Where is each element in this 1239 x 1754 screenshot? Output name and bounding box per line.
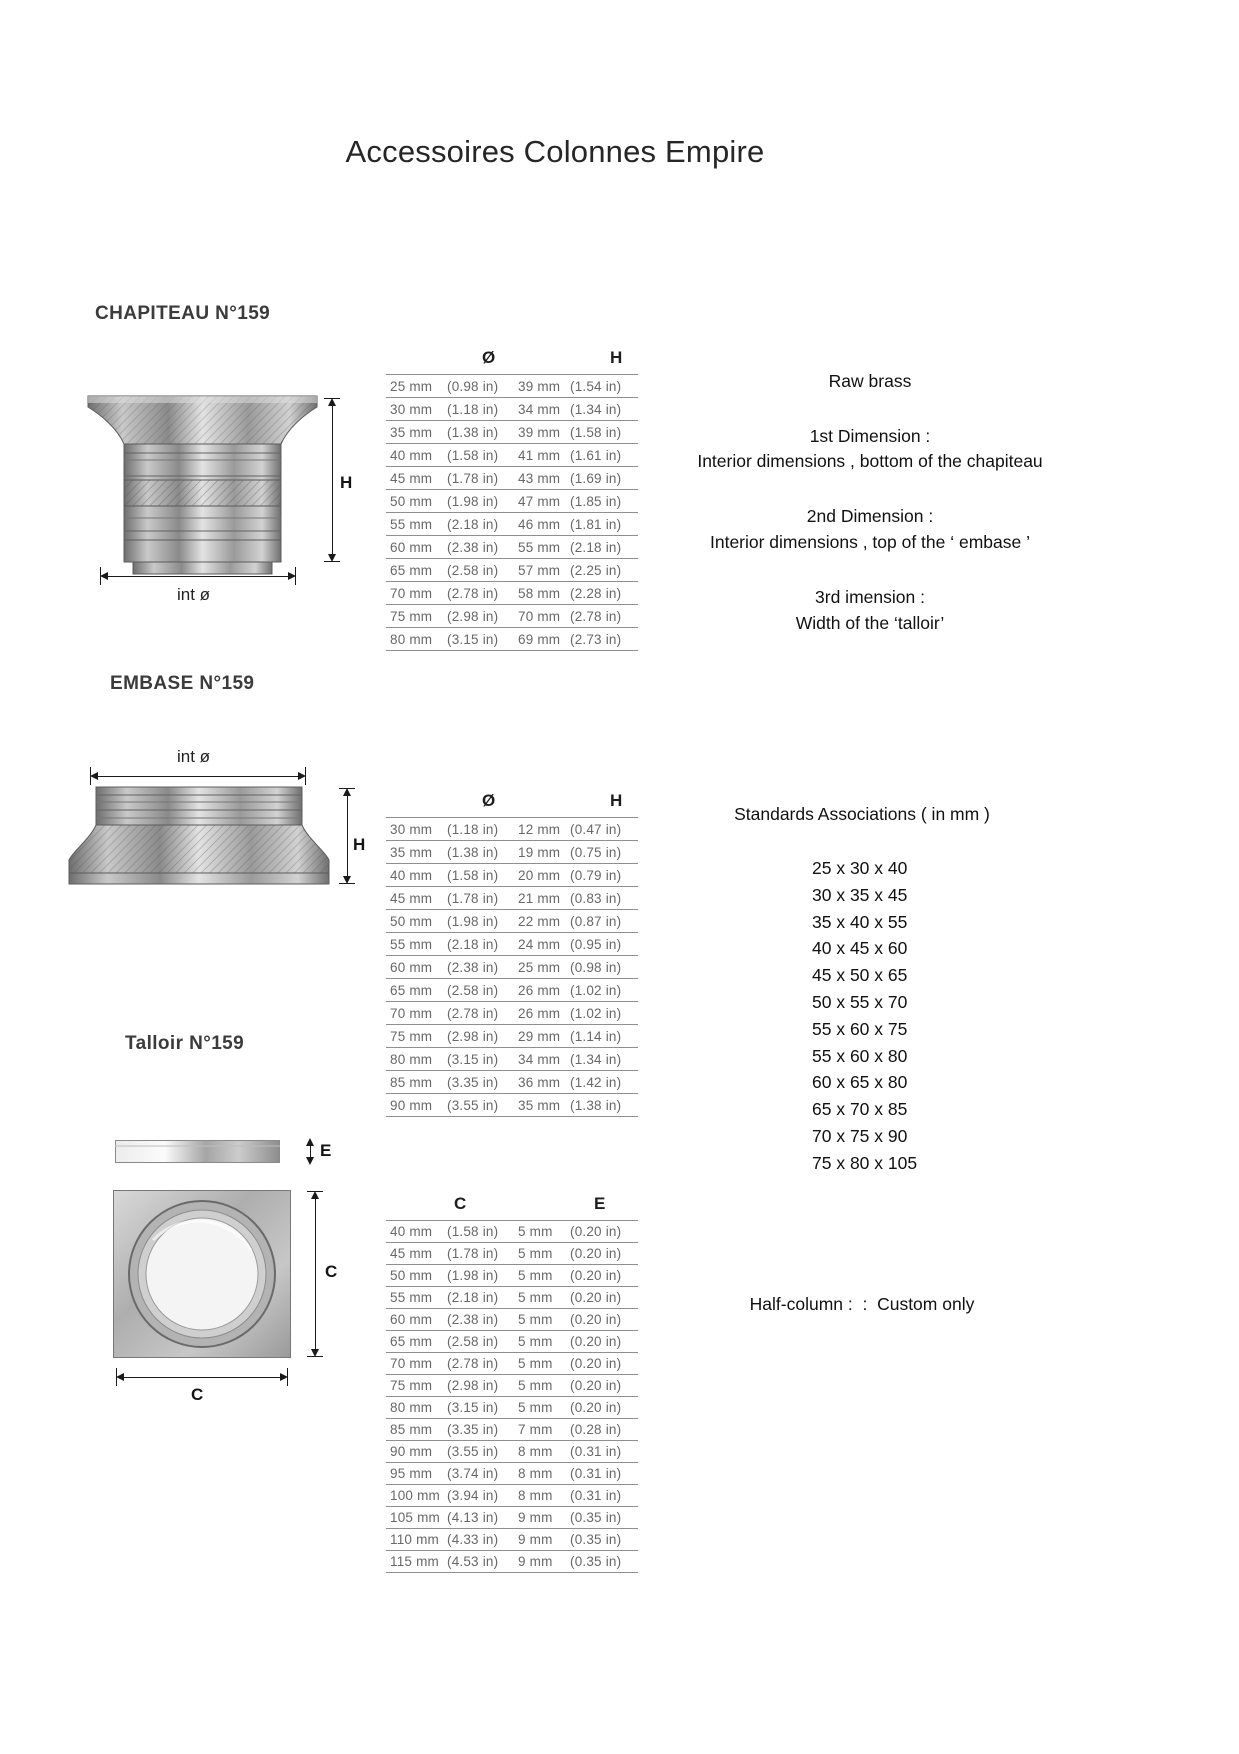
- table-cell: (0.35 in): [570, 1510, 622, 1525]
- table-row: [386, 375, 638, 398]
- table-cell: 46 mm: [518, 516, 561, 532]
- table-cell: (3.74 in): [447, 1466, 499, 1481]
- table-cell: (0.20 in): [570, 1378, 622, 1393]
- table-cell: 34 mm: [518, 1051, 561, 1067]
- table-cell: (2.38 in): [447, 539, 499, 555]
- table-cell: 65 mm: [390, 1334, 433, 1349]
- table-cell: (1.38 in): [447, 844, 499, 860]
- table-row: [386, 582, 638, 605]
- talloir-e-dimension-label: E: [320, 1141, 332, 1160]
- table-cell: (2.98 in): [447, 1028, 499, 1044]
- embase-table-header: [386, 791, 638, 817]
- table-cell: 25 mm: [518, 959, 561, 975]
- table-cell: (1.61 in): [570, 447, 622, 463]
- table-cell: (3.55 in): [447, 1444, 499, 1459]
- talloir-c-vertical-dimension-label: C: [325, 1262, 338, 1281]
- chapiteau-int-diameter-label: int ø: [177, 585, 211, 604]
- table-cell: 60 mm: [390, 959, 433, 975]
- standard-association-item: 30 x 35 x 45: [812, 884, 908, 905]
- table-row: [386, 956, 638, 979]
- table-cell: (1.58 in): [447, 867, 499, 883]
- standard-association-item: 65 x 70 x 85: [812, 1099, 908, 1120]
- table-cell: 55 mm: [390, 936, 433, 952]
- table-cell: 55 mm: [518, 539, 561, 555]
- column-header-diameter: Ø: [482, 348, 496, 367]
- table-cell: (1.18 in): [447, 821, 499, 837]
- table-cell: (1.69 in): [570, 470, 622, 486]
- table-cell: 35 mm: [518, 1097, 561, 1113]
- table-cell: 110 mm: [390, 1532, 439, 1547]
- table-cell: 5 mm: [518, 1224, 553, 1239]
- table-cell: (2.78 in): [447, 585, 499, 601]
- table-cell: 26 mm: [518, 1005, 561, 1021]
- table-cell: 60 mm: [390, 1312, 433, 1327]
- standard-association-item: 50 x 55 x 70: [812, 991, 908, 1012]
- table-cell: (1.18 in): [447, 401, 499, 417]
- table-cell: 5 mm: [518, 1400, 553, 1415]
- table-cell: (0.98 in): [570, 959, 622, 975]
- table-cell: (2.98 in): [447, 1378, 499, 1393]
- table-cell: (2.58 in): [447, 982, 499, 998]
- standard-association-item: 55 x 60 x 80: [812, 1045, 908, 1066]
- table-cell: (3.55 in): [447, 1097, 499, 1113]
- table-cell: (4.13 in): [447, 1510, 499, 1525]
- table-cell: 35 mm: [390, 844, 433, 860]
- talloir-table-rows: [386, 1220, 638, 1573]
- table-cell: (1.34 in): [570, 401, 622, 417]
- table-cell: (1.38 in): [570, 1097, 622, 1113]
- table-cell: 9 mm: [518, 1510, 553, 1525]
- table-row: [386, 628, 638, 651]
- table-cell: (4.33 in): [447, 1532, 499, 1547]
- table-cell: (1.78 in): [447, 890, 499, 906]
- table-cell: 100 mm: [390, 1488, 440, 1503]
- table-row: [386, 398, 638, 421]
- dimension2-text: Interior dimensions , top of the ‘ embase ’: [709, 532, 1031, 552]
- dimension1-title: 1st Dimension :: [809, 426, 931, 446]
- table-row: [386, 818, 638, 841]
- table-cell: 75 mm: [390, 608, 433, 624]
- dimension1-text: Interior dimensions , bottom of the chapiteau: [697, 451, 1043, 471]
- table-row: [386, 1331, 638, 1353]
- talloir-dimensions-table: [386, 1194, 638, 1573]
- table-cell: 5 mm: [518, 1290, 553, 1305]
- talloir-front-photo: [113, 1190, 291, 1358]
- table-cell: (2.73 in): [570, 631, 622, 647]
- table-cell: (1.58 in): [447, 1224, 499, 1239]
- table-cell: (4.53 in): [447, 1554, 499, 1569]
- table-row: [386, 1243, 638, 1265]
- table-cell: (3.15 in): [447, 1051, 499, 1067]
- table-cell: 24 mm: [518, 936, 561, 952]
- table-cell: (0.83 in): [570, 890, 622, 906]
- table-cell: (2.38 in): [447, 1312, 499, 1327]
- table-row: [386, 559, 638, 582]
- table-row: [386, 887, 638, 910]
- table-cell: 8 mm: [518, 1444, 553, 1459]
- table-cell: (2.28 in): [570, 585, 622, 601]
- table-cell: 105 mm: [390, 1510, 440, 1525]
- talloir-table-header: [386, 1194, 638, 1220]
- table-cell: (2.18 in): [570, 539, 622, 555]
- standard-association-item: 40 x 45 x 60: [812, 938, 908, 959]
- chapiteau-dimensions-table: [386, 348, 638, 651]
- table-cell: 19 mm: [518, 844, 561, 860]
- table-cell: (1.38 in): [447, 424, 499, 440]
- chapiteau-table-rows: [386, 374, 638, 651]
- table-cell: (1.78 in): [447, 1246, 499, 1261]
- dimension3-text: Width of the ‘talloir’: [795, 613, 945, 633]
- table-cell: 22 mm: [518, 913, 561, 929]
- talloir-c-vertical-dimension-arrow: [310, 1191, 320, 1357]
- table-cell: 95 mm: [390, 1466, 433, 1481]
- table-row: [386, 421, 638, 444]
- table-row: [386, 1025, 638, 1048]
- table-cell: (0.95 in): [570, 936, 622, 952]
- chapiteau-int-diameter-arrow: [100, 571, 296, 581]
- table-row: [386, 490, 638, 513]
- table-row: [386, 1048, 638, 1071]
- table-cell: (0.47 in): [570, 821, 622, 837]
- table-cell: 80 mm: [390, 631, 433, 647]
- table-cell: (1.98 in): [447, 913, 499, 929]
- table-cell: (1.34 in): [570, 1051, 622, 1067]
- talloir-section-heading: Talloir N°159: [125, 1033, 245, 1054]
- table-cell: 70 mm: [518, 608, 561, 624]
- table-cell: 9 mm: [518, 1532, 553, 1547]
- embase-section-heading: EMBASE N°159: [110, 673, 255, 694]
- table-cell: 85 mm: [390, 1074, 433, 1090]
- table-cell: 8 mm: [518, 1488, 553, 1503]
- table-cell: 65 mm: [390, 982, 433, 998]
- table-row: [386, 979, 638, 1002]
- table-cell: 5 mm: [518, 1334, 553, 1349]
- table-cell: 70 mm: [390, 1005, 433, 1021]
- table-cell: 85 mm: [390, 1422, 433, 1437]
- table-cell: (0.20 in): [570, 1268, 622, 1283]
- table-cell: (1.54 in): [570, 378, 622, 394]
- standard-association-item: 45 x 50 x 65: [812, 965, 908, 986]
- table-cell: (1.98 in): [447, 493, 499, 509]
- standards-associations-list: [812, 855, 917, 1177]
- table-cell: 9 mm: [518, 1554, 553, 1569]
- table-cell: 55 mm: [390, 1290, 433, 1305]
- table-row: [386, 1287, 638, 1309]
- raw-brass-note: Raw brass: [828, 371, 912, 391]
- table-row: [386, 864, 638, 887]
- table-cell: 58 mm: [518, 585, 561, 601]
- embase-int-diameter-arrow: [90, 771, 306, 781]
- column-header-height: H: [610, 791, 623, 810]
- table-cell: 75 mm: [390, 1028, 433, 1044]
- table-row: [386, 1529, 638, 1551]
- table-cell: (2.98 in): [447, 608, 499, 624]
- dimension3-title: 3rd imension :: [815, 587, 925, 607]
- table-cell: (1.02 in): [570, 982, 622, 998]
- table-cell: 39 mm: [518, 378, 561, 394]
- table-cell: (2.58 in): [447, 562, 499, 578]
- table-cell: 75 mm: [390, 1378, 433, 1393]
- table-cell: 5 mm: [518, 1246, 553, 1261]
- table-cell: 70 mm: [390, 1356, 433, 1371]
- table-cell: (0.75 in): [570, 844, 622, 860]
- talloir-e-dimension-arrow: [305, 1138, 315, 1165]
- table-cell: (0.20 in): [570, 1400, 622, 1415]
- table-row: [386, 1309, 638, 1331]
- table-cell: (2.38 in): [447, 959, 499, 975]
- table-cell: (3.15 in): [447, 1400, 499, 1415]
- table-cell: 34 mm: [518, 401, 561, 417]
- table-cell: (0.20 in): [570, 1334, 622, 1349]
- table-cell: 30 mm: [390, 401, 433, 417]
- table-cell: (0.35 in): [570, 1554, 622, 1569]
- table-cell: (1.98 in): [447, 1268, 499, 1283]
- chapiteau-section-heading: CHAPITEAU N°159: [95, 303, 271, 324]
- table-row: [386, 536, 638, 559]
- table-cell: 5 mm: [518, 1268, 553, 1283]
- table-cell: (2.78 in): [447, 1005, 499, 1021]
- table-cell: 41 mm: [518, 447, 561, 463]
- table-row: [386, 1265, 638, 1287]
- table-cell: 40 mm: [390, 447, 433, 463]
- table-cell: (0.31 in): [570, 1444, 622, 1459]
- chapiteau-table-header: [386, 348, 638, 374]
- table-cell: 30 mm: [390, 821, 433, 837]
- table-row: [386, 1094, 638, 1117]
- table-cell: 40 mm: [390, 1224, 433, 1239]
- table-cell: (1.02 in): [570, 1005, 622, 1021]
- standard-association-item: 60 x 65 x 80: [812, 1072, 908, 1093]
- table-cell: 35 mm: [390, 424, 433, 440]
- table-cell: 45 mm: [390, 890, 433, 906]
- table-cell: 55 mm: [390, 516, 433, 532]
- table-cell: (1.14 in): [570, 1028, 622, 1044]
- table-row: [386, 1441, 638, 1463]
- table-cell: 21 mm: [518, 890, 561, 906]
- table-row: [386, 1485, 638, 1507]
- table-row: [386, 605, 638, 628]
- table-cell: (0.98 in): [447, 378, 499, 394]
- table-cell: 50 mm: [390, 1268, 433, 1283]
- table-cell: (3.35 in): [447, 1422, 499, 1437]
- table-cell: 40 mm: [390, 867, 433, 883]
- embase-h-dimension-arrow: [342, 788, 352, 884]
- table-cell: 20 mm: [518, 867, 561, 883]
- table-row: [386, 1551, 638, 1573]
- table-cell: (1.58 in): [570, 424, 622, 440]
- table-row: [386, 1397, 638, 1419]
- table-cell: 65 mm: [390, 562, 433, 578]
- table-cell: 39 mm: [518, 424, 561, 440]
- table-row: [386, 467, 638, 490]
- table-row: [386, 1375, 638, 1397]
- table-cell: (2.78 in): [447, 1356, 499, 1371]
- standard-association-item: 55 x 60 x 75: [812, 1018, 908, 1039]
- table-cell: (2.58 in): [447, 1334, 499, 1349]
- standard-association-item: 25 x 30 x 40: [812, 858, 908, 878]
- standard-association-item: 70 x 75 x 90: [812, 1125, 908, 1146]
- table-row: [386, 1353, 638, 1375]
- chapiteau-h-dimension-label: H: [340, 473, 353, 492]
- table-cell: (0.20 in): [570, 1246, 622, 1261]
- table-cell: 80 mm: [390, 1400, 433, 1415]
- table-cell: (3.35 in): [447, 1074, 499, 1090]
- table-cell: (1.42 in): [570, 1074, 622, 1090]
- table-cell: (0.87 in): [570, 913, 622, 929]
- chapiteau-photo: [85, 392, 320, 580]
- table-cell: 45 mm: [390, 470, 433, 486]
- table-cell: (1.85 in): [570, 493, 622, 509]
- table-cell: (0.35 in): [570, 1532, 622, 1547]
- standard-association-item: 75 x 80 x 105: [812, 1152, 918, 1173]
- table-cell: (0.20 in): [570, 1312, 622, 1327]
- talloir-side-photo: [115, 1140, 280, 1163]
- table-cell: 29 mm: [518, 1028, 561, 1044]
- table-cell: (2.25 in): [570, 562, 622, 578]
- table-row: [386, 1463, 638, 1485]
- table-cell: (2.18 in): [447, 516, 499, 532]
- standards-associations-title: Standards Associations ( in mm ): [734, 804, 990, 824]
- table-cell: 5 mm: [518, 1312, 553, 1327]
- table-cell: 5 mm: [518, 1378, 553, 1393]
- table-cell: 43 mm: [518, 470, 561, 486]
- column-header-e: E: [594, 1194, 606, 1213]
- table-cell: 47 mm: [518, 493, 561, 509]
- table-cell: (0.20 in): [570, 1224, 622, 1239]
- table-row: [386, 933, 638, 956]
- table-cell: (0.28 in): [570, 1422, 622, 1437]
- table-cell: 115 mm: [390, 1554, 439, 1569]
- table-cell: 12 mm: [518, 821, 561, 837]
- table-row: [386, 1419, 638, 1441]
- table-cell: 50 mm: [390, 913, 433, 929]
- table-cell: (0.20 in): [570, 1356, 622, 1371]
- table-cell: 69 mm: [518, 631, 561, 647]
- table-cell: (0.31 in): [570, 1488, 622, 1503]
- table-cell: (1.81 in): [570, 516, 622, 532]
- column-header-c: C: [454, 1194, 467, 1213]
- table-cell: 8 mm: [518, 1466, 553, 1481]
- table-cell: 60 mm: [390, 539, 433, 555]
- table-cell: 5 mm: [518, 1356, 553, 1371]
- table-cell: (2.78 in): [570, 608, 622, 624]
- half-column-note: Half-column : : Custom only: [749, 1294, 975, 1314]
- table-cell: 25 mm: [390, 378, 433, 394]
- table-cell: 90 mm: [390, 1444, 433, 1459]
- table-cell: (0.20 in): [570, 1290, 622, 1305]
- table-row: [386, 1221, 638, 1243]
- talloir-c-horizontal-dimension-label: C: [191, 1385, 204, 1404]
- column-header-height: H: [610, 348, 623, 367]
- embase-int-diameter-label: int ø: [177, 747, 211, 766]
- table-row: [386, 1002, 638, 1025]
- table-cell: (1.58 in): [447, 447, 499, 463]
- table-row: [386, 1071, 638, 1094]
- table-row: [386, 841, 638, 864]
- talloir-c-horizontal-dimension-arrow: [116, 1372, 288, 1382]
- page-title: Accessoires Colonnes Empire: [345, 134, 765, 169]
- table-cell: (2.18 in): [447, 936, 499, 952]
- dimension2-title: 2nd Dimension :: [806, 506, 934, 526]
- table-cell: (2.18 in): [447, 1290, 499, 1305]
- table-cell: 90 mm: [390, 1097, 433, 1113]
- embase-h-dimension-label: H: [353, 835, 366, 854]
- embase-photo: [68, 785, 330, 887]
- embase-table-rows: [386, 817, 638, 1117]
- table-row: [386, 1507, 638, 1529]
- standard-association-item: 35 x 40 x 55: [812, 911, 908, 932]
- table-cell: 50 mm: [390, 493, 433, 509]
- table-cell: 36 mm: [518, 1074, 561, 1090]
- embase-dimensions-table: [386, 791, 638, 1117]
- table-row: [386, 910, 638, 933]
- table-cell: 57 mm: [518, 562, 561, 578]
- table-row: [386, 513, 638, 536]
- table-cell: (0.79 in): [570, 867, 622, 883]
- table-cell: (0.31 in): [570, 1466, 622, 1481]
- table-cell: (1.78 in): [447, 470, 499, 486]
- table-row: [386, 444, 638, 467]
- table-cell: 7 mm: [518, 1422, 553, 1437]
- table-cell: 70 mm: [390, 585, 433, 601]
- column-header-diameter: Ø: [482, 791, 496, 810]
- table-cell: (3.15 in): [447, 631, 499, 647]
- table-cell: 45 mm: [390, 1246, 433, 1261]
- table-cell: 26 mm: [518, 982, 561, 998]
- table-cell: 80 mm: [390, 1051, 433, 1067]
- table-cell: (3.94 in): [447, 1488, 499, 1503]
- chapiteau-h-dimension-arrow: [327, 398, 337, 562]
